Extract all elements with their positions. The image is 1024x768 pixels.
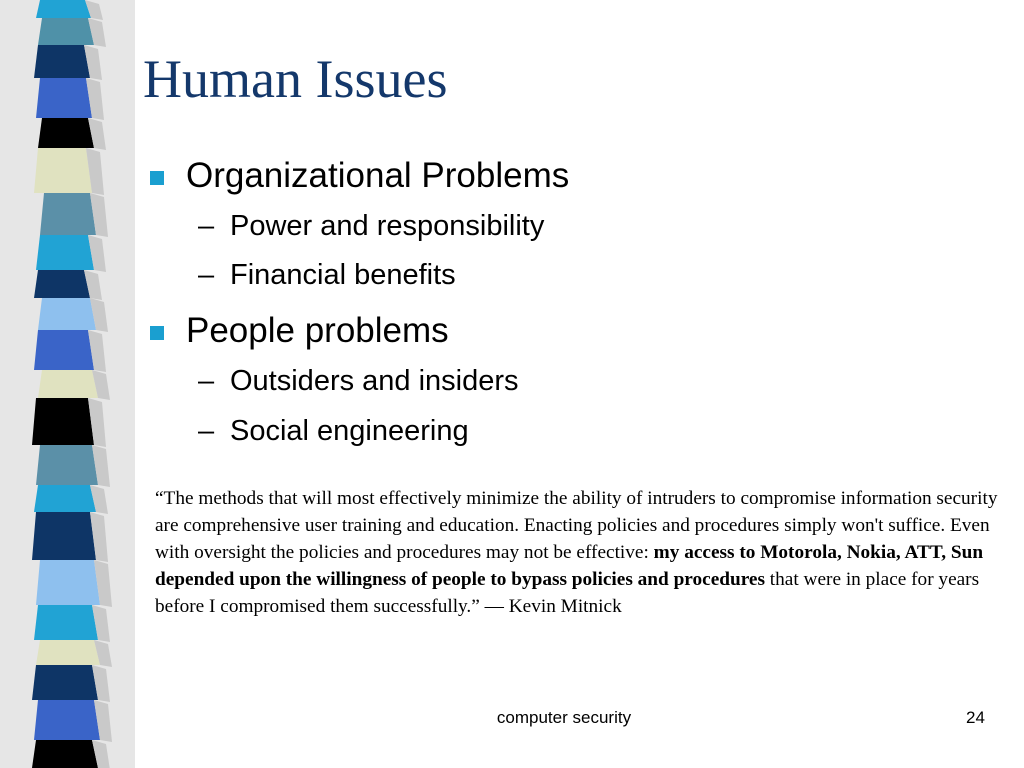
stripe-band	[32, 512, 96, 560]
stripe-band	[36, 0, 91, 18]
stripe-band	[36, 235, 94, 270]
square-bullet-icon	[150, 171, 164, 185]
subitem-power-and-responsibility	[198, 212, 544, 241]
decorative-stripe	[0, 0, 135, 768]
square-bullet-icon	[150, 326, 164, 340]
stripe-band	[34, 45, 90, 78]
quote-part-2: that were in place for years before I compromised them successfully.” — Kevin Mitnick	[155, 569, 980, 617]
subitem-text: Outsiders and insiders	[230, 365, 519, 397]
quote-part-1: “The methods that will most effectively minimize the ability of intruders to compromise information security are comprehensive user training and education. Enacting policies and procedures simply won't suffice. Even with oversight the policies and procedures may not be effective:	[155, 488, 998, 563]
stripe-band	[36, 640, 100, 665]
quote-bold-part: my access to Motorola, Nokia, ATT, Sun depended upon the willingness of people to bypass policies and procedures	[155, 542, 984, 590]
subitem-outsiders-and-insiders	[198, 367, 519, 396]
stripe-band	[34, 270, 90, 298]
subitem-text: Social engineering	[230, 415, 469, 447]
dash-bullet-icon: –	[198, 365, 215, 397]
subitem-text: Power and responsibility	[230, 210, 545, 242]
mitnick-quote	[155, 485, 1015, 620]
slide-title: Human Issues	[143, 49, 448, 109]
subitem-text: Financial benefits	[230, 259, 456, 291]
dash-bullet-icon: –	[198, 210, 215, 242]
bullet-text: Organizational Problems	[186, 156, 570, 195]
subitem-social-engineering	[198, 417, 469, 446]
stripe-band	[34, 148, 92, 193]
stripe-band	[40, 193, 96, 235]
page-number: 24	[966, 708, 985, 727]
stripe-band	[38, 118, 94, 148]
stripe-band	[38, 370, 98, 398]
stripe-band	[36, 78, 92, 118]
stripe-band	[38, 298, 96, 330]
stripe-band	[36, 560, 100, 605]
dash-bullet-icon: –	[198, 415, 215, 447]
footer-label: computer security	[496, 708, 632, 727]
dash-bullet-icon: –	[198, 259, 215, 291]
stripe-band	[34, 605, 98, 640]
stripe-band	[36, 445, 98, 485]
stripe-band	[34, 330, 94, 370]
stripe-band	[32, 740, 98, 768]
stripe-band	[32, 665, 98, 700]
stripe-band	[38, 18, 94, 45]
stripe-band	[34, 485, 96, 512]
subitem-financial-benefits	[198, 261, 456, 290]
bullet-text: People problems	[186, 311, 449, 350]
stripe-band	[32, 398, 94, 445]
